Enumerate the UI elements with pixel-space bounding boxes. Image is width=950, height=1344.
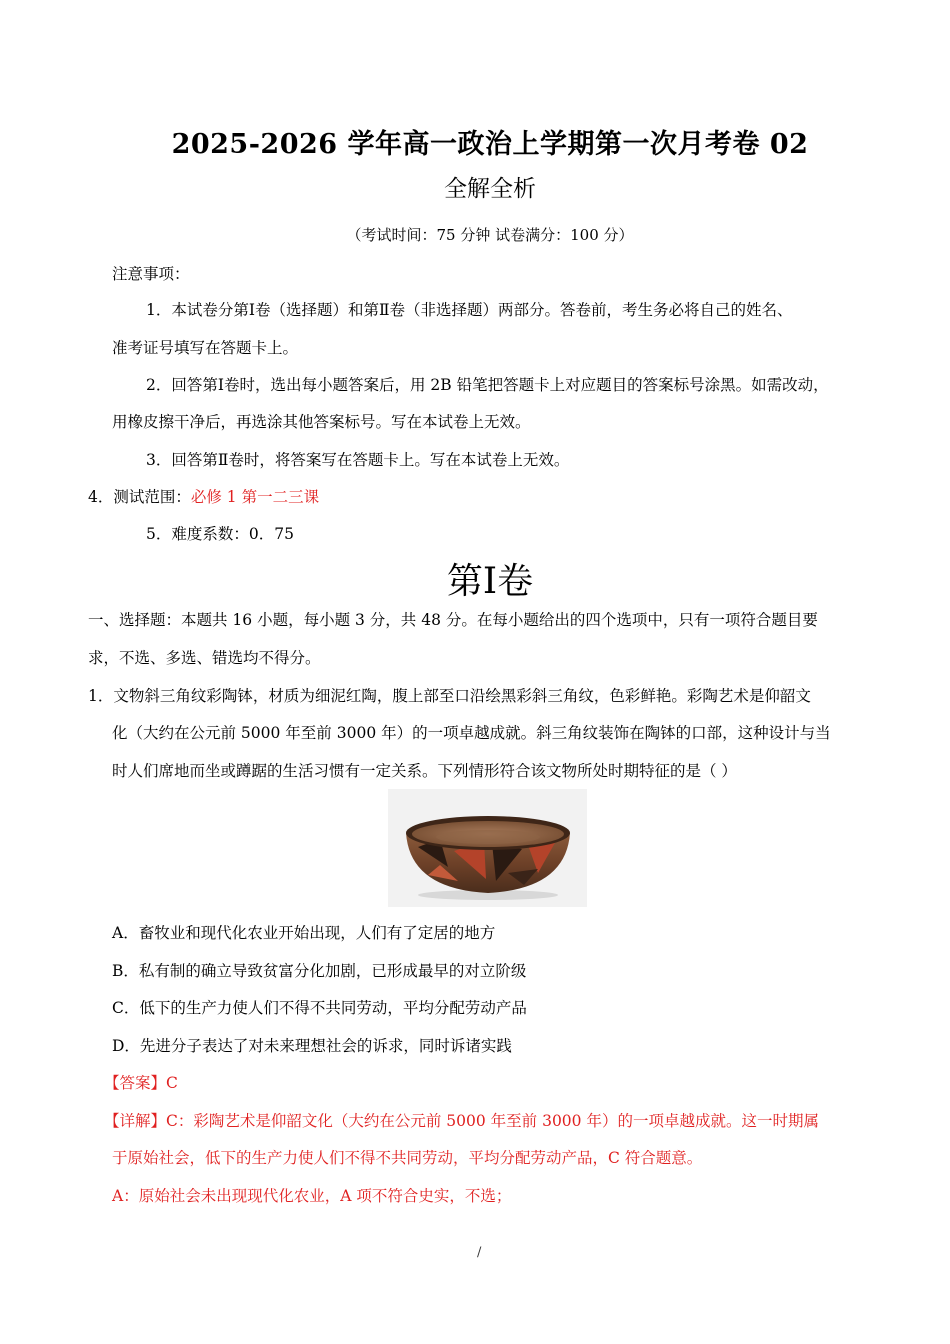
question-1-option-b: B．私有制的确立导致贫富分化加剧，已形成最早的对立阶级 — [112, 962, 527, 980]
question-1-option-c: C．低下的生产力使人们不得不共同劳动，平均分配劳动产品 — [112, 999, 527, 1017]
section-heading-line-2: 求，不选、多选、错选均不得分。 — [88, 649, 321, 667]
notice-item-1-line-2: 准考证号填写在答题卡上。 — [112, 339, 299, 357]
notice-item-5: 5．难度系数：0．75 — [146, 525, 294, 543]
question-1-stem-line-2: 化（大约在公元前 5000 年至前 3000 年）的一项卓越成就。斜三角纹装饰在陶钵的口部，这种设计与当 — [112, 724, 831, 742]
exam-info: （考试时间：75 分钟 试卷满分：100 分） — [346, 226, 634, 244]
section-heading-line-1: 一、选择题：本题共 16 小题，每小题 3 分，共 48 分。在每小题给出的四个选项中，只有一项符合题目要 — [88, 611, 818, 629]
painted-pottery-bowl-icon — [388, 789, 587, 907]
page-number: / — [477, 1245, 482, 1260]
pottery-bowl-image — [388, 789, 587, 907]
document-title: 2025-2026 学年高一政治上学期第一次月考卷 02 — [171, 129, 809, 160]
question-1-stem-line-1: 1．文物斜三角纹彩陶钵，材质为细泥红陶，腹上部至口沿绘黑彩斜三角纹，色彩鲜艳。彩陶艺术是仰韶文 — [88, 687, 811, 705]
question-1-option-a: A．畜牧业和现代化农业开始出现，人们有了定居的地方 — [112, 924, 496, 942]
question-1-option-d: D．先进分子表达了对未来理想社会的诉求，同时诉诸实践 — [112, 1037, 512, 1055]
notice-item-4 — [88, 485, 319, 507]
notice-item-4-prefix: 4．测试范围： — [88, 488, 191, 506]
question-1-answer: 【答案】C — [104, 1074, 178, 1092]
test-scope: 必修 1 第一二三课 — [190, 488, 320, 506]
notice-item-2-line-1: 2．回答第Ⅰ卷时，选出每小题答案后，用 2B 铅笔把答题卡上对应题目的答案标号涂黑。如需改动， — [146, 376, 829, 394]
notice-item-1-line-1: 1．本试卷分第Ⅰ卷（选择题）和第Ⅱ卷（非选择题）两部分。答卷前，考生务必将自己的姓名、 — [146, 301, 793, 319]
volume-title: 第Ⅰ卷 — [446, 561, 534, 602]
question-1-detail-line-1: 【详解】C：彩陶艺术是仰韶文化（大约在公元前 5000 年至前 3000 年）的一项卓越成就。这一时期属 — [104, 1112, 819, 1130]
notice-item-3: 3．回答第Ⅱ卷时，将答案写在答题卡上。写在本试卷上无效。 — [146, 451, 570, 469]
question-1-detail-line-2: 于原始社会，低下的生产力使人们不得不共同劳动，平均分配劳动产品，C 符合题意。 — [112, 1149, 703, 1167]
question-1-detail-line-3: A：原始社会未出现现代化农业，A 项不符合史实，不选； — [112, 1187, 512, 1205]
document-subtitle: 全解全析 — [444, 176, 536, 202]
notice-item-2-line-2: 用橡皮擦干净后，再选涂其他答案标号。写在本试卷上无效。 — [112, 413, 531, 431]
notice-heading: 注意事项： — [112, 265, 190, 283]
question-1-stem-line-3: 时人们席地而坐或蹲踞的生活习惯有一定关系。下列情形符合该文物所处时期特征的是（ ） — [112, 762, 737, 780]
